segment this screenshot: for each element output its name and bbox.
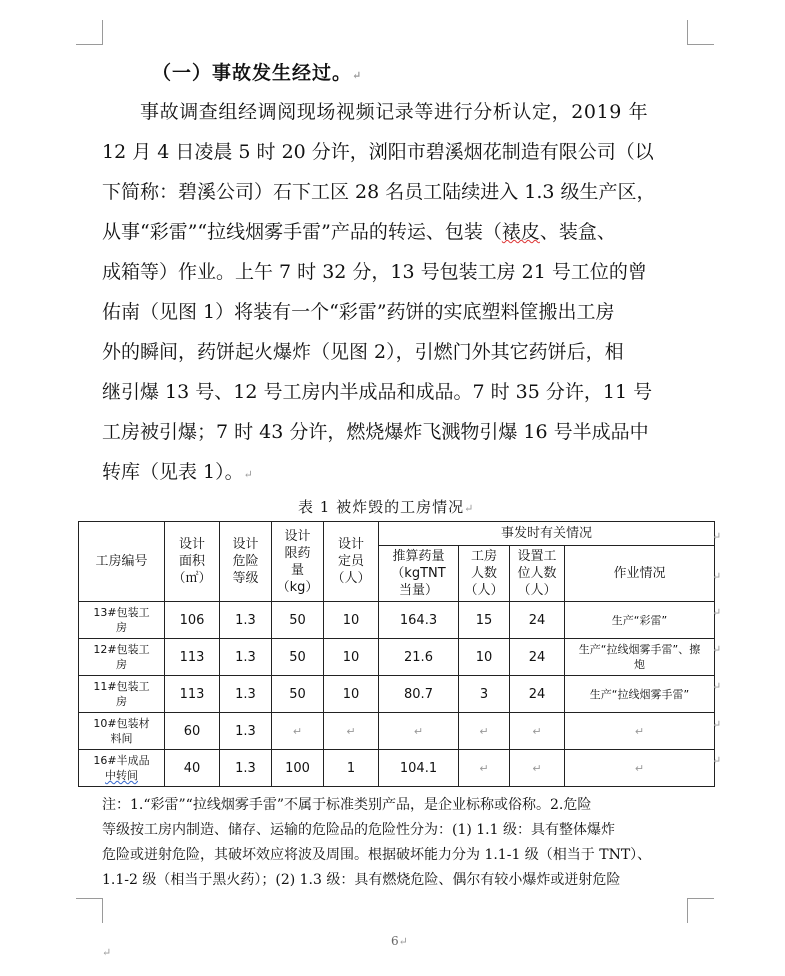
cell-charge: 104.1: [379, 750, 459, 787]
cell-people: ↵: [459, 750, 510, 787]
row-end-mark: ↵: [712, 570, 722, 583]
cell-quota: 10: [324, 639, 379, 676]
cell-area: 60: [165, 713, 220, 750]
cell-people: 10: [459, 639, 510, 676]
header-room-people: 工房 人数 （人）: [459, 546, 510, 602]
row-end-mark: ↵: [712, 680, 722, 693]
header-incident-group: 事发时有关情况: [379, 522, 715, 546]
cell-quota: 10: [324, 602, 379, 639]
cell-operation: 生产“彩雷”: [565, 602, 715, 639]
cell-charge: 80.7: [379, 676, 459, 713]
cell-limit: ↵: [272, 713, 324, 750]
paragraph-line: 下简称：碧溪公司）石下工区 28 名员工陆续进入 1.3 级生产区，: [102, 181, 656, 203]
paragraph-line: 成箱等）作业。上午 7 时 32 分，13 号包装工房 21 号工位的曾: [102, 261, 647, 283]
cell-limit: 100: [272, 750, 324, 787]
cell-charge: 164.3: [379, 602, 459, 639]
cell-quota: 10: [324, 676, 379, 713]
cell-limit: 50: [272, 602, 324, 639]
table-row: [79, 750, 715, 787]
cell-level: 1.3: [220, 713, 272, 750]
crop-mark-bottom-left: [76, 898, 103, 923]
header-staff-quota: 设计 定员 （人）: [324, 522, 379, 602]
row-end-mark: ↵: [712, 643, 722, 656]
table-row: [79, 602, 715, 639]
page-number: 6↵: [391, 934, 408, 948]
cell-room: 12#包装工 房: [79, 639, 165, 676]
cell-charge: ↵: [379, 713, 459, 750]
cell-quota: 1: [324, 750, 379, 787]
cell-area: 106: [165, 602, 220, 639]
paragraph-line: 工房被引爆；7 时 43 分许，燃烧爆炸飞溅物引爆 16 号半成品中: [102, 421, 649, 443]
cell-operation: ↵: [565, 750, 715, 787]
cell-people: ↵: [459, 713, 510, 750]
row-end-mark: ↵: [712, 754, 722, 767]
table-row: [79, 676, 715, 713]
header-stations: 设置工 位人数 （人）: [510, 546, 565, 602]
cell-quota: ↵: [324, 713, 379, 750]
header-area: 设计 面积 （㎡）: [165, 522, 220, 602]
paragraph-line: 转库（见表 1）。↵: [102, 461, 253, 483]
table-row: [79, 713, 715, 750]
paragraph-line: 继引爆 13 号、12 号工房内半成品和成品。7 时 35 分许，11 号: [102, 381, 653, 403]
section-heading: （一）事故发生经过。↵: [152, 62, 363, 84]
cell-stations: 24: [510, 602, 565, 639]
paragraph-line: 12 月 4 日凌晨 5 时 20 分许，浏阳市碧溪烟花制造有限公司（以: [102, 141, 654, 163]
crop-mark-top-right: [687, 20, 714, 45]
table-note-line: 危险或迸射危险，其破坏效应将波及周围。根据破坏能力分为 1.1-1 级（相当于 TNT）、: [102, 847, 652, 863]
cell-operation: 生产“拉线烟雾手雷”、擦 炮: [565, 639, 715, 676]
paragraph-line: 外的瞬间，药饼起火爆炸（见图 2），引燃门外其它药饼后，相: [102, 341, 624, 363]
cell-stations: ↵: [510, 713, 565, 750]
cell-limit: 50: [272, 639, 324, 676]
header-hazard-level: 设计 危险 等级: [220, 522, 272, 602]
cell-stations: ↵: [510, 750, 565, 787]
header-estimated-charge: 推算药量 （kgTNT 当量）: [379, 546, 459, 602]
cell-operation: 生产“拉线烟雾手雷”: [565, 676, 715, 713]
cell-stations: 24: [510, 676, 565, 713]
paragraph-line: 事故调查组经调阅现场视频记录等进行分析认定，2019 年: [140, 101, 649, 123]
crop-mark-bottom-right: [687, 898, 714, 923]
crop-mark-top-left: [76, 20, 103, 45]
header-operation: 作业情况: [565, 546, 715, 602]
cell-stations: 24: [510, 639, 565, 676]
cell-room: 11#包装工 房: [79, 676, 165, 713]
cell-people: 15: [459, 602, 510, 639]
table-row: [79, 639, 715, 676]
row-end-mark: ↵: [712, 718, 722, 731]
cell-operation: ↵: [565, 713, 715, 750]
row-end-mark: ↵: [712, 530, 722, 543]
cell-level: 1.3: [220, 676, 272, 713]
cell-limit: 50: [272, 676, 324, 713]
header-charge-limit: 设计 限药 量 （kg）: [272, 522, 324, 602]
spellcheck-word: 裱皮: [501, 221, 540, 243]
table-note-line: 1.1-2 级（相当于黑火药）；(2) 1.3 级：具有燃烧危险、偶尔有较小爆炸或迸射危险: [102, 872, 621, 888]
header-room-id: 工房编号: [79, 522, 165, 602]
cell-room: 16#半成品 中转间: [79, 750, 165, 787]
cell-level: 1.3: [220, 602, 272, 639]
table-note-line: 等级按工房内制造、储存、运输的危险品的危险性分为：(1) 1.1 级：具有整体爆炸: [102, 822, 615, 838]
cell-area: 113: [165, 639, 220, 676]
cell-room: 13#包装工 房: [79, 602, 165, 639]
cell-level: 1.3: [220, 750, 272, 787]
end-paragraph-mark: ↵: [102, 946, 112, 959]
cell-room: 10#包装材 料间: [79, 713, 165, 750]
cell-level: 1.3: [220, 639, 272, 676]
cell-charge: 21.6: [379, 639, 459, 676]
row-end-mark: ↵: [712, 606, 722, 619]
cell-people: 3: [459, 676, 510, 713]
cell-area: 113: [165, 676, 220, 713]
paragraph-line: 佑南（见图 1）将装有一个“彩雷”药饼的实底塑料筐搬出工房: [102, 301, 615, 323]
destroyed-rooms-table: [78, 521, 715, 787]
paragraph-line: 从事“彩雷”“拉线烟雾手雷”产品的转运、包装（裱皮、装盒、: [102, 221, 616, 243]
table-note-line: 注：1.“彩雷”“拉线烟雾手雷”不属于标准类别产品，是企业标称或俗称。2.危险: [102, 797, 592, 813]
cell-area: 40: [165, 750, 220, 787]
table-caption: 表 1 被炸毁的工房情况↵: [298, 498, 475, 516]
